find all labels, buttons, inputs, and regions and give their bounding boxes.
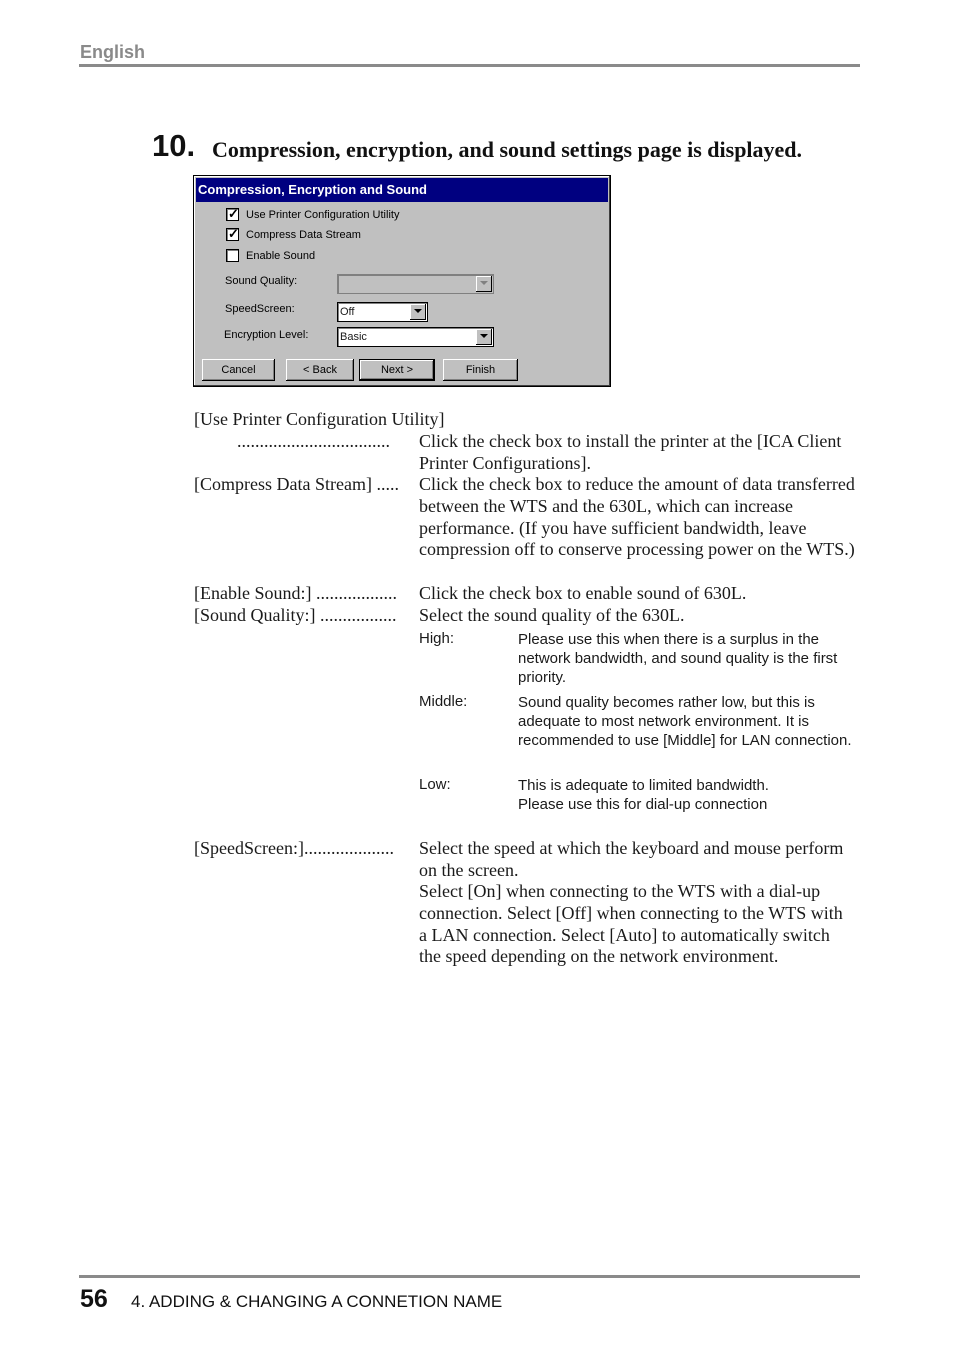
- term-leader: ..................................: [237, 431, 390, 451]
- quality-high-term: High:: [419, 630, 455, 647]
- speedscreen-select[interactable]: [337, 302, 428, 322]
- next-button[interactable]: Next >: [359, 359, 435, 381]
- dropdown-button[interactable]: [476, 276, 492, 292]
- quality-low-term: Low:: [419, 776, 451, 793]
- settings-dialog: [193, 175, 611, 387]
- desc-use-printer-config: Click the check box to install the printer at the [ICA Client Printer Configurations].: [419, 431, 842, 473]
- encryption-level-select[interactable]: [337, 327, 494, 347]
- term-sound-quality: [Sound Quality:] .................: [194, 605, 397, 625]
- checkbox-label: Use Printer Configuration Utility: [246, 209, 400, 221]
- step-title: Compression, encryption, and sound settings page is displayed.: [212, 137, 803, 162]
- page-number: 56: [80, 1285, 108, 1313]
- checkbox-box[interactable]: [226, 228, 239, 241]
- dialog-title-bar: Compression, Encryption and Sound: [196, 178, 608, 202]
- checkbox-box[interactable]: [226, 249, 239, 262]
- chevron-down-icon: [480, 281, 488, 286]
- checkbox-label: Enable Sound: [246, 250, 316, 262]
- quality-middle-desc: Sound quality becomes rather low, but this is adequate to most network environment. It is recommended to use [Middle] for LAN connection.: [518, 694, 852, 749]
- chevron-down-icon: [480, 334, 488, 339]
- header-rule: [79, 64, 860, 67]
- speedscreen-value: Off: [340, 306, 355, 318]
- term-speedscreen: [SpeedScreen:]....................: [194, 838, 394, 858]
- step-number: 10.: [152, 128, 196, 163]
- header-language: English: [80, 42, 146, 62]
- speedscreen-label: SpeedScreen:: [225, 303, 295, 315]
- footer-rule: [79, 1275, 860, 1278]
- sound-quality-label: Sound Quality:: [225, 275, 298, 287]
- desc-enable-sound: Click the check box to enable sound of 630L.: [419, 583, 747, 603]
- desc-sound-quality: Select the sound quality of the 630L.: [419, 605, 685, 625]
- encryption-level-value: Basic: [340, 331, 367, 343]
- chevron-down-icon: [414, 309, 422, 314]
- encryption-level-label: Encryption Level:: [224, 329, 309, 341]
- check-mark-icon: ✓: [228, 226, 239, 241]
- term-use-printer-config: [Use Printer Configuration Utility]: [194, 409, 445, 429]
- dropdown-button[interactable]: [476, 329, 492, 345]
- quality-middle-term: Middle:: [419, 693, 468, 710]
- check-mark-icon: ✓: [228, 206, 239, 221]
- desc-compress-data-stream: Click the check box to reduce the amount of data transferred between the WTS and the 630L, which can increase performance. (If you have sufficient bandwidth, leave compression off to conserve processing power on the WTS.): [419, 474, 855, 560]
- term-compress-data-stream: [Compress Data Stream] .....: [194, 474, 399, 494]
- chapter-title: 4. ADDING & CHANGING A CONNETION NAME: [131, 1292, 503, 1311]
- sound-quality-select[interactable]: [337, 274, 494, 294]
- desc-speedscreen-detail: Select [On] when connecting to the WTS with a dial-up connection. Select [Off] when connecting to the WTS with a LAN connection. Select [Auto] to automatically switch the speed depending on the network environment.: [419, 881, 843, 967]
- finish-button[interactable]: Finish: [443, 359, 518, 381]
- desc-speedscreen: Select the speed at which the keyboard and mouse perform on the screen.: [419, 838, 844, 880]
- checkbox-label: Compress Data Stream: [246, 229, 361, 241]
- dropdown-button[interactable]: [410, 304, 426, 320]
- quality-high-desc: Please use this when there is a surplus in the network bandwidth, and sound quality is the first priority.: [518, 631, 838, 686]
- back-button[interactable]: < Back: [286, 359, 354, 381]
- quality-low-desc: This is adequate to limited bandwidth. Please use this for dial-up connection: [518, 777, 769, 813]
- term-enable-sound: [Enable Sound:] ..................: [194, 583, 397, 603]
- cancel-button[interactable]: Cancel: [202, 359, 275, 381]
- checkbox-box[interactable]: [226, 208, 239, 221]
